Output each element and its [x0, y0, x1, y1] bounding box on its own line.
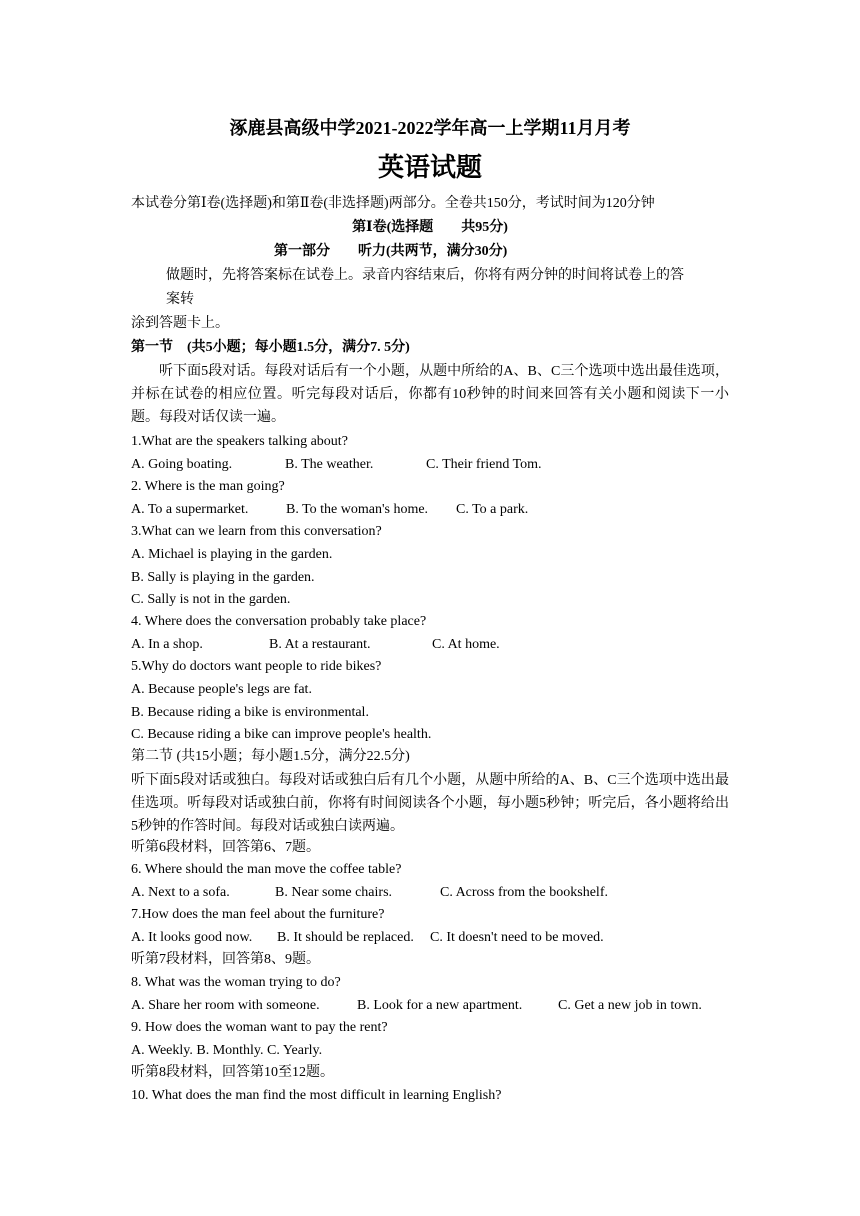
option-a: A. Because people's legs are fat. [131, 682, 312, 697]
instruction-line-3: 涂到答题卡上。 [131, 316, 229, 331]
option-a: A. In a shop. [131, 637, 203, 652]
question-4-options [131, 635, 500, 655]
question-2: 2. Where is the man going? [131, 479, 285, 494]
section2-description: 听下面5段对话或独白。每段对话或独白后有几个小题，从题中所给的A、B、C三个选项中选出最佳选项。听每段对话或独白前，你将有时间阅读各个小题，每小题5秒钟；听完后，各小题将给出5秒钟的作答时间。每段对话或独白读两遍。 [131, 773, 729, 834]
option-c: C. Because riding a bike can improve people's health. [131, 727, 432, 742]
material-6-note: 听第6段材料，回答第6、7题。 [131, 840, 320, 855]
option-a: A. It looks good now. [131, 930, 253, 945]
question-9-options: A. Weekly. B. Monthly. C. Yearly. [131, 1043, 323, 1058]
section1-heading: 第一节 (共5小题；每小题1.5分，满分7. 5分) [131, 340, 410, 355]
question-8: 8. What was the woman trying to do? [131, 975, 341, 990]
option-c: C. Across from the bookshelf. [440, 885, 608, 900]
option-c: C. To a park. [456, 502, 529, 517]
option-a: A. Going boating. [131, 457, 233, 472]
option-c: C. Sally is not in the garden. [131, 592, 291, 607]
section1-description: 听下面5段对话。每段对话后有一个小题，从题中所给的A、B、C三个选项中选出最佳选项，并标在试卷的相应位置。听完每段对话后，你都有10秒钟的时间来回答有关小题和阅读下一小题。每段对话仅读一遍。 [131, 364, 729, 425]
instruction-line-1: 做题时，先将答案标在试卷上。录音内容结束后，你将有两分钟的时间将试卷上的答 [166, 268, 684, 283]
option-b: B. To the woman's home. [286, 502, 429, 517]
option-c: C. At home. [432, 637, 500, 652]
material-7-note: 听第7段材料，回答第8、9题。 [131, 952, 320, 967]
question-5: 5.Why do doctors want people to ride bikes? [131, 659, 382, 674]
question-9: 9. How does the woman want to pay the rent? [131, 1020, 388, 1035]
option-c: C. Get a new job in town. [558, 998, 702, 1013]
option-b: B. Sally is playing in the garden. [131, 570, 315, 585]
option-b: B. At a restaurant. [269, 637, 371, 652]
question-6: 6. Where should the man move the coffee table? [131, 862, 402, 877]
exam-title: 涿鹿县高级中学2021-2022学年高一上学期11月月考 [229, 118, 631, 138]
question-1: 1.What are the speakers talking about? [131, 434, 348, 449]
question-8-options [131, 996, 702, 1016]
option-b: B. Near some chairs. [275, 885, 393, 900]
volume-heading: 第Ⅰ卷(选择题 共95分) [352, 220, 508, 235]
question-10: 10. What does the man find the most difficult in learning English? [131, 1088, 502, 1103]
question-3: 3.What can we learn from this conversation? [131, 524, 382, 539]
option-c: C. Their friend Tom. [426, 457, 542, 472]
option-b: B. It should be replaced. [277, 930, 414, 945]
option-b: B. The weather. [285, 457, 374, 472]
option-c: C. It doesn't need to be moved. [430, 930, 604, 945]
option-a: A. Michael is playing in the garden. [131, 547, 333, 562]
question-4: 4. Where does the conversation probably take place? [131, 614, 427, 629]
exam-intro: 本试卷分第Ⅰ卷(选择题)和第Ⅱ卷(非选择题)两部分。全卷共150分，考试时间为120分钟 [131, 196, 655, 211]
option-a: A. Next to a sofa. [131, 885, 230, 900]
question-1-options [131, 455, 542, 475]
subject-title: 英语试题 [377, 153, 482, 182]
option-b: B. Look for a new apartment. [357, 998, 523, 1013]
option-b: B. Because riding a bike is environmental. [131, 705, 369, 720]
question-2-options [131, 500, 528, 520]
instruction-line-2: 案转 [166, 292, 194, 307]
part-heading: 第一部分 听力(共两节，满分30分) [274, 244, 508, 259]
option-a: A. To a supermarket. [131, 502, 249, 517]
question-7: 7.How does the man feel about the furniture? [131, 907, 385, 922]
material-8-note: 听第8段材料，回答第10至12题。 [131, 1065, 334, 1080]
question-7-options [131, 928, 604, 948]
question-6-options [131, 883, 608, 903]
option-a: A. Share her room with someone. [131, 998, 320, 1013]
section2-heading: 第二节 (共15小题；每小题1.5分，满分22.5分) [131, 749, 410, 764]
